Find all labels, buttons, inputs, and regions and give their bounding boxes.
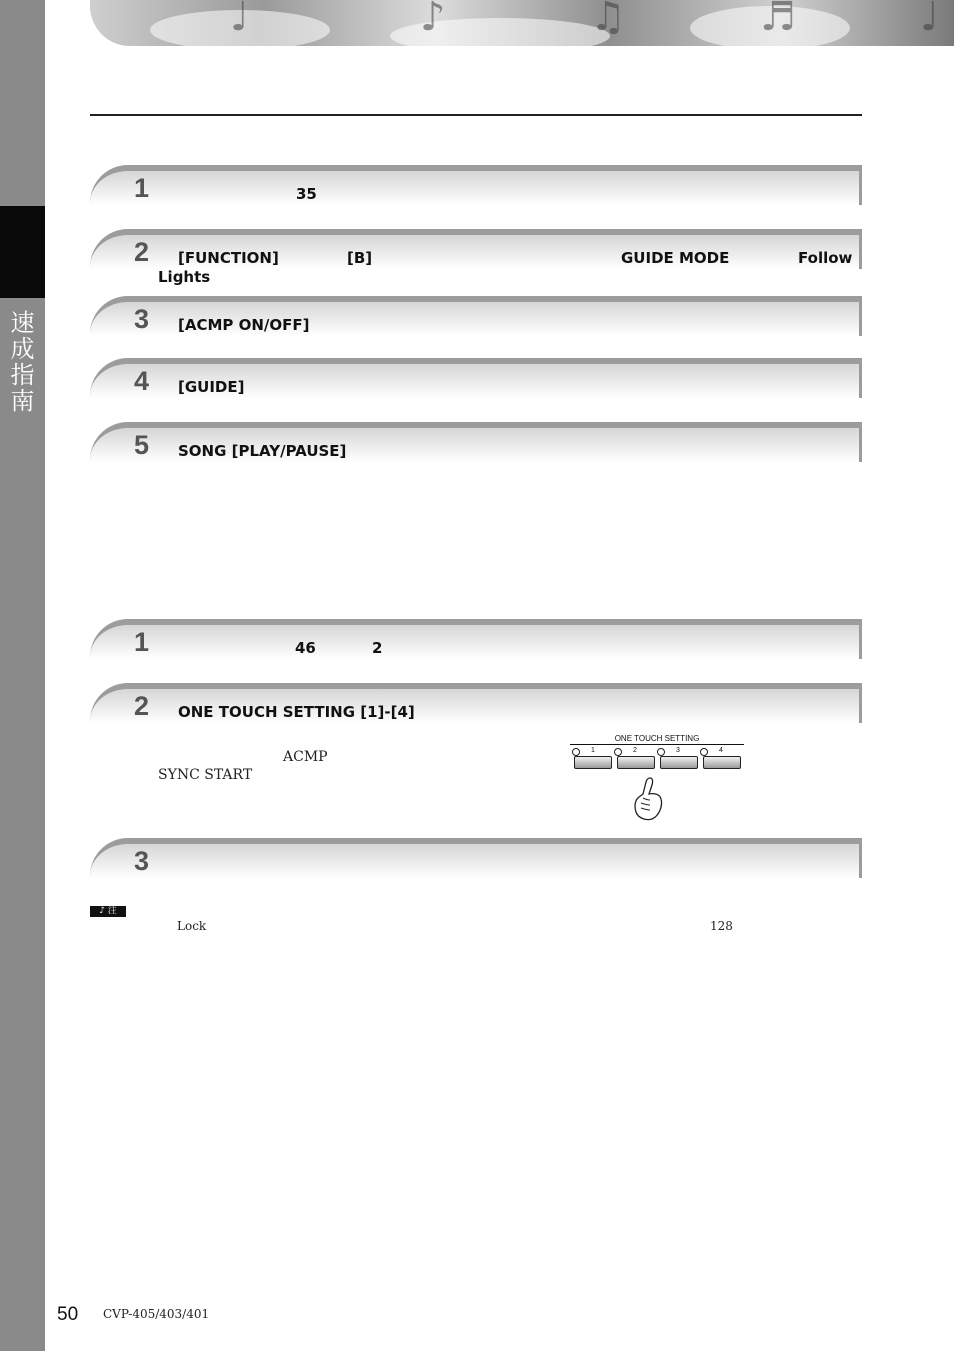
step-bar-a4	[90, 358, 862, 398]
step-bar-a3	[90, 296, 862, 336]
acmp-button-label: [ACMP ON/OFF]	[178, 316, 310, 334]
one-touch-setting-panel	[570, 734, 746, 824]
one-touch-setting-button-2[interactable]	[617, 756, 655, 769]
sync-start-text: SYNC START	[158, 767, 253, 783]
step-bar-a2	[90, 229, 862, 286]
model-name: CVP-405/403/401	[103, 1307, 210, 1321]
step-reference: 2	[372, 639, 383, 657]
one-touch-setting-button-4[interactable]	[703, 756, 741, 769]
panel-title: ONE TOUCH SETTING	[614, 734, 700, 743]
music-note-icon: ♬	[760, 0, 796, 40]
one-touch-setting-button-1[interactable]	[574, 756, 612, 769]
step-number: 4	[134, 366, 150, 396]
music-note-icon: ♩	[230, 0, 249, 40]
panel-rule	[570, 744, 744, 745]
page-reference: 128	[710, 919, 733, 933]
b-button-label: [B]	[347, 249, 373, 267]
note-badge: ♪ 注	[90, 906, 126, 917]
music-note-icon: ♫	[590, 0, 626, 40]
step-number: 1	[134, 173, 150, 203]
guide-mode-label: GUIDE MODE	[621, 249, 730, 267]
follow-label: Follow	[798, 249, 853, 267]
chapter-sidebar	[0, 0, 45, 1351]
guide-button-label: [GUIDE]	[178, 378, 245, 396]
button-number: 3	[676, 747, 680, 754]
music-note-icon: ♩	[920, 0, 939, 40]
led-indicator	[572, 748, 580, 756]
one-touch-setting-button-3[interactable]	[660, 756, 698, 769]
lights-label: Lights	[158, 268, 211, 286]
step-number: 1	[134, 627, 150, 657]
button-number: 1	[591, 747, 595, 754]
page-number: 50	[57, 1304, 79, 1325]
header-banner	[90, 0, 954, 46]
step-number: 3	[134, 304, 150, 334]
pointing-hand-icon	[632, 776, 666, 822]
led-indicator	[614, 748, 622, 756]
step-bar-a5	[90, 422, 862, 462]
button-number: 4	[719, 747, 723, 754]
title-rule	[90, 114, 862, 116]
step-bar-b1	[90, 619, 862, 659]
led-indicator	[700, 748, 708, 756]
button-number: 2	[633, 747, 637, 754]
page-reference: 35	[296, 185, 317, 203]
step-bar-a1	[90, 165, 862, 205]
page-reference: 46	[295, 639, 316, 657]
step-bar-b2	[90, 683, 862, 723]
function-button-label: [FUNCTION]	[178, 249, 279, 267]
acmp-text: ACMP	[283, 749, 328, 765]
lock-text: Lock	[177, 919, 207, 933]
music-note-icon: ♪	[420, 0, 446, 40]
step-number: 2	[134, 237, 150, 267]
step-number: 2	[134, 691, 150, 721]
step-number: 3	[134, 846, 150, 876]
step-number: 5	[134, 430, 150, 460]
one-touch-setting-label: ONE TOUCH SETTING [1]-[4]	[178, 703, 415, 721]
step-bar-b3	[90, 838, 862, 878]
song-play-pause-label: SONG [PLAY/PAUSE]	[178, 442, 347, 460]
chapter-tab-label: 速成指南	[6, 310, 34, 414]
chapter-tab-highlight	[0, 206, 45, 298]
led-indicator	[657, 748, 665, 756]
